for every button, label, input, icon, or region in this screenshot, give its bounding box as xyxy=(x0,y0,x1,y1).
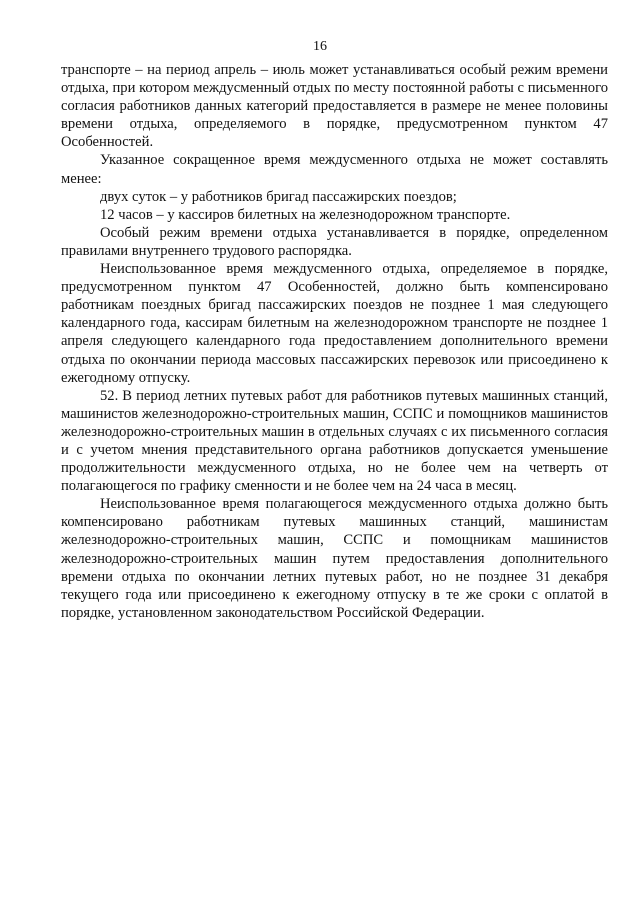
paragraph-unused-rest-track-works: Неиспользованное время полагающегося междусменного отдыха должно быть компенсировано работникам путевых машинных станций, машинистам железнодорожно-строительных машин, ССПС и помощникам машинистов железнодорожно-строительных машин путем предоставления дополнительного времени отдыха по окончании летних путевых работ, но не позднее 31 декабря текущего года или присоединено к ежегодному отпуску в те же сроки с оплатой в порядке, установленном законодательством Российской Федерации. xyxy=(61,496,608,621)
page-number: 16 xyxy=(313,39,327,54)
paragraph-unused-rest-compensation: Неиспользованное время междусменного отдыха, определяемое в порядке, предусмотренном пунктом 47 Особенностей, должно быть компенсировано работникам поездных бригад пассажирских поездов не позднее 1 мая следующего календарного года, кассирам билетным на железнодорожном транспорте не позднее 1 апреля следующего календарного года предоставлением дополнительного времени отдыха по окончании периода массовых пассажирских перевозок или присоединено к ежегодному отпуску. xyxy=(61,261,608,386)
paragraph-special-regime: Особый режим времени отдыха устанавливается в порядке, определенном правилами внутреннего трудового распорядка. xyxy=(61,224,608,259)
paragraph-reduced-rest: Указанное сокращенное время междусменного отдыха не может составлять менее: xyxy=(61,152,608,187)
paragraph-continuation: транспорте – на период апрель – июль может устанавливаться особый режим времени отдыха, при котором междусменный отдых по месту постоянной работы с письменного согласия работников данных категорий предоставляется в размере не менее половины времени отдыха, определяемого в порядке, предусмотренном пунктом 47 Особенностей. xyxy=(61,62,608,151)
paragraph-clause-52: 52. В период летних путевых работ для работников путевых машинных станций, машинистов железнодорожно-строительных машин, ССПС и помощников машинистов железнодорожно-строительных машин в отдельных случаях с их письменного согласия и с учетом мнения представительного органа работников допускается уменьшение продолжительности междусменного отдыха, но не более чем на четверть от полагающегося по графику сменности и не более чем на 24 часа в месяц. xyxy=(61,387,608,495)
document-body xyxy=(61,61,608,622)
list-item-train-crews: двух суток – у работников бригад пассажирских поездов; xyxy=(100,188,457,205)
list-item-ticket-cashiers: 12 часов – у кассиров билетных на железнодорожном транспорте. xyxy=(100,206,511,223)
